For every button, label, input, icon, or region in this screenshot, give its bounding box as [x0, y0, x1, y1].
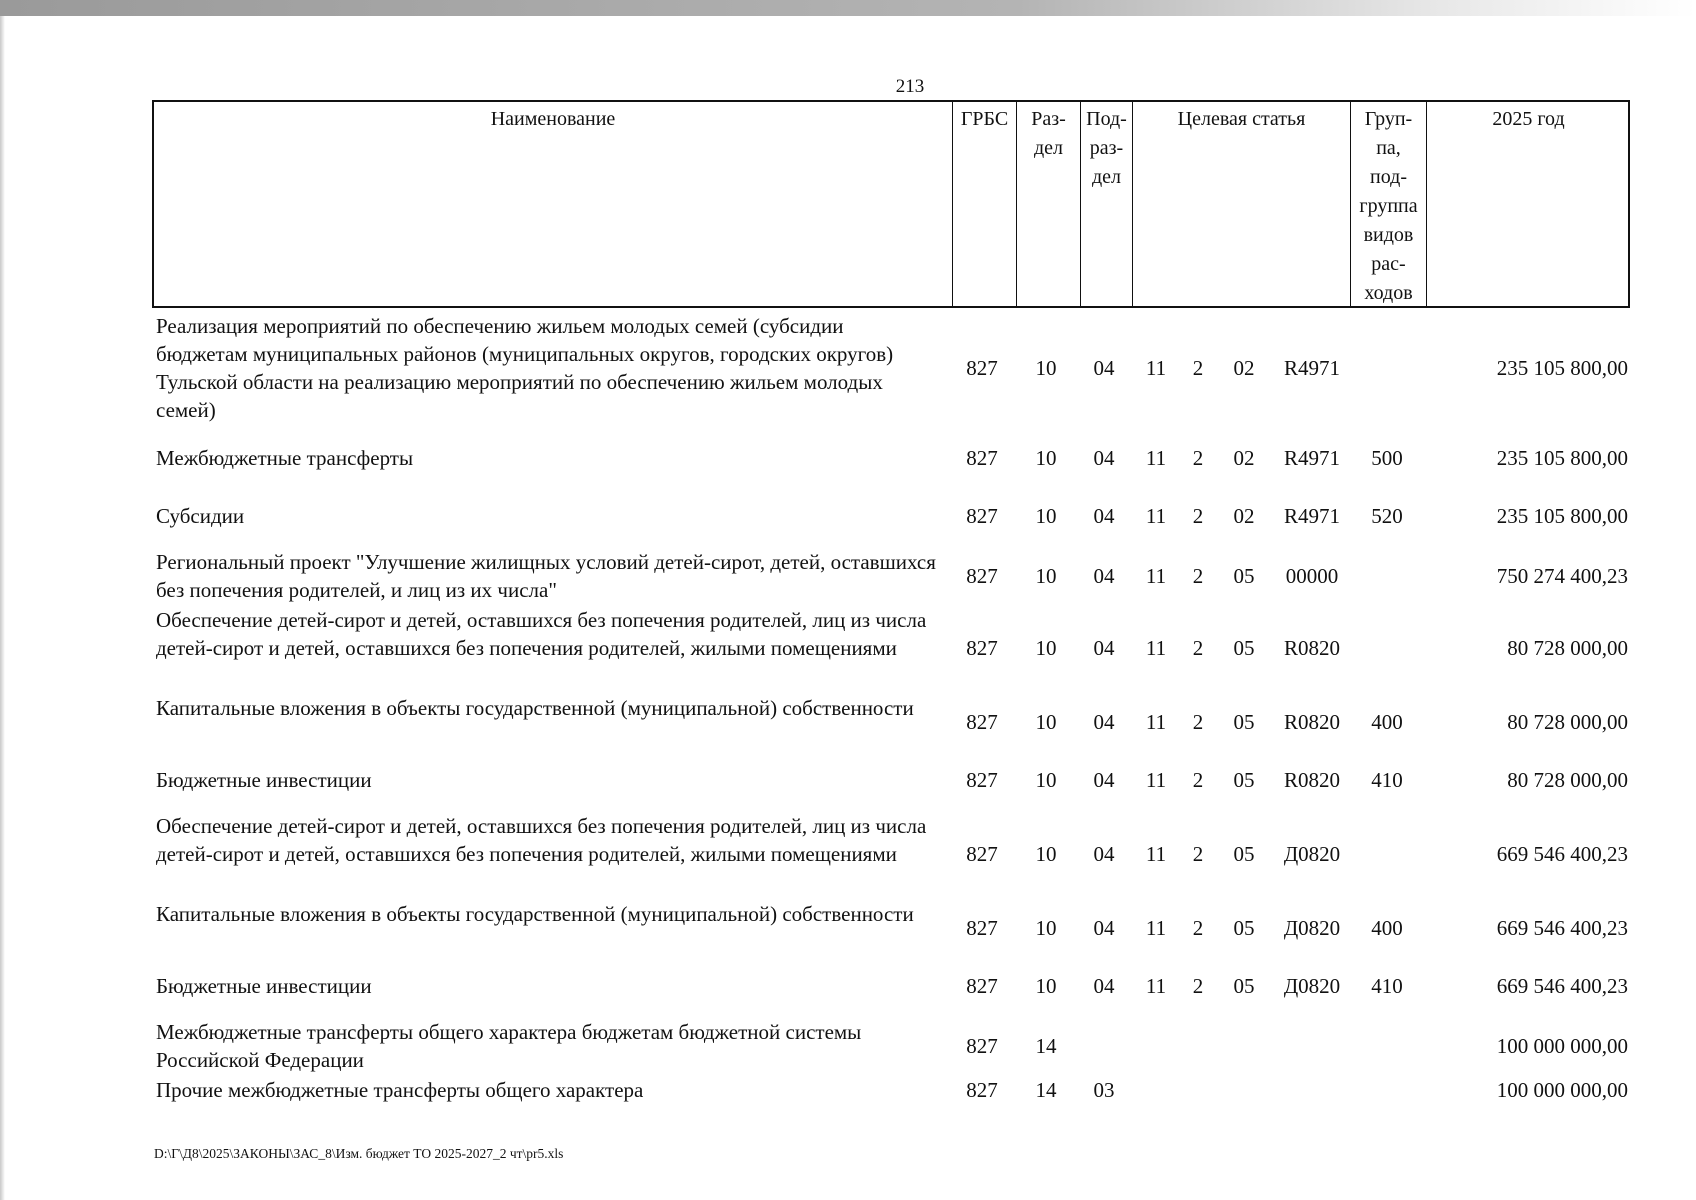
row-target-type: 2: [1192, 768, 1204, 792]
table-row: [152, 548, 1632, 604]
row-podrazdel: 04: [1093, 446, 1115, 470]
row-grbs: 827: [966, 1034, 998, 1058]
row-target-event: 05: [1233, 564, 1255, 588]
header-grbs: ГРБС: [952, 102, 1016, 306]
row-podrazdel: 04: [1093, 356, 1115, 380]
row-target-direction: R0820: [1283, 636, 1340, 660]
row-grbs: 827: [966, 356, 998, 380]
row-target-program: 11: [1145, 504, 1167, 528]
row-target-program: 11: [1145, 710, 1167, 734]
row-grbs: 827: [966, 768, 998, 792]
row-target-program: 11: [1145, 842, 1167, 866]
row-grbs: 827: [966, 504, 998, 528]
row-amount: 235 105 800,00: [1496, 504, 1628, 528]
header-razdel: Раз- дел: [1016, 102, 1080, 306]
row-name: Обеспечение детей-сирот и детей, оставшихся без попечения родителей, лиц из числа детей-сирот и детей, оставшихся без попечения родителей, жилыми помещениями: [156, 814, 927, 866]
row-razdel: 10: [1035, 504, 1057, 528]
table-row: [152, 900, 1632, 956]
row-amount: 100 000 000,00: [1496, 1078, 1628, 1102]
row-target-type: 2: [1192, 446, 1204, 470]
row-amount: 235 105 800,00: [1496, 356, 1628, 380]
row-podrazdel: 04: [1093, 842, 1115, 866]
row-razdel: 14: [1035, 1034, 1057, 1058]
file-path: D:\Г\Д8\2025\ЗАКОНЫ\ЗАС_8\Изм. бюджет ТО 2025-2027_2 чт\pr5.xls: [154, 1146, 564, 1161]
row-target-type: 2: [1192, 356, 1204, 380]
row-amount: 80 728 000,00: [1507, 768, 1628, 792]
row-podrazdel: 04: [1093, 768, 1115, 792]
table-row: [152, 606, 1632, 690]
table-row: [152, 972, 1632, 1000]
row-target-program: 11: [1145, 974, 1167, 998]
table-row: [152, 812, 1632, 896]
table-row: [152, 312, 1632, 424]
row-amount: 100 000 000,00: [1496, 1034, 1628, 1058]
row-razdel: 10: [1035, 974, 1057, 998]
row-podrazdel: 03: [1093, 1078, 1115, 1102]
row-target-type: 2: [1192, 842, 1204, 866]
row-target-program: 11: [1145, 636, 1167, 660]
row-amount: 669 546 400,23: [1496, 974, 1628, 998]
row-name: Капитальные вложения в объекты государственной (муниципальной) собственности: [156, 696, 914, 720]
row-target-event: 02: [1233, 356, 1255, 380]
row-target-event: 05: [1233, 636, 1255, 660]
row-target-direction: R0820: [1283, 768, 1340, 792]
row-target-event: 02: [1233, 446, 1255, 470]
row-target-type: 2: [1192, 504, 1204, 528]
row-target-event: 05: [1233, 974, 1255, 998]
row-razdel: 10: [1035, 768, 1057, 792]
row-target-direction: Д0820: [1283, 916, 1341, 940]
row-target-type: 2: [1192, 636, 1204, 660]
row-grbs: 827: [966, 710, 998, 734]
row-target-direction: Д0820: [1283, 842, 1341, 866]
row-name: Капитальные вложения в объекты государственной (муниципальной) собственности: [156, 902, 914, 926]
row-name: Межбюджетные трансферты общего характера бюджетам бюджетной системы Российской Федерации: [156, 1020, 862, 1072]
row-expense-group: 520: [1371, 504, 1403, 528]
row-grbs: 827: [966, 1078, 998, 1102]
header-name: Наименование: [490, 108, 616, 130]
row-target-event: 05: [1233, 916, 1255, 940]
table-row: [152, 1076, 1632, 1104]
row-name: Бюджетные инвестиции: [156, 768, 372, 792]
row-target-type: 2: [1192, 710, 1204, 734]
table-row: [152, 766, 1632, 794]
row-grbs: 827: [966, 636, 998, 660]
row-podrazdel: 04: [1093, 564, 1115, 588]
row-target-event: 02: [1233, 504, 1255, 528]
row-razdel: 10: [1035, 636, 1057, 660]
row-target-type: 2: [1192, 974, 1204, 998]
scan-edge-left: [0, 16, 5, 1200]
row-name: Межбюджетные трансферты: [156, 446, 414, 470]
row-expense-group: 410: [1371, 974, 1403, 998]
row-amount: 235 105 800,00: [1496, 446, 1628, 470]
row-razdel: 10: [1035, 356, 1057, 380]
row-target-program: 11: [1145, 916, 1167, 940]
row-grbs: 827: [966, 564, 998, 588]
row-name: Субсидии: [156, 504, 245, 528]
page-number: 213: [895, 76, 925, 97]
row-grbs: 827: [966, 974, 998, 998]
row-amount: 80 728 000,00: [1507, 710, 1628, 734]
table-row: [152, 1018, 1632, 1074]
row-razdel: 10: [1035, 446, 1057, 470]
row-podrazdel: 04: [1093, 916, 1115, 940]
row-name: Реализация мероприятий по обеспечению жильем молодых семей (субсидии бюджетам муниципальных районов (муниципальных округов, городских округов) Тульской области на реализацию мероприятий по обеспечению жильем молодых семей): [156, 314, 894, 422]
row-razdel: 10: [1035, 842, 1057, 866]
row-razdel: 10: [1035, 916, 1057, 940]
row-target-direction: R0820: [1283, 710, 1340, 734]
row-expense-group: 400: [1371, 710, 1403, 734]
row-razdel: 10: [1035, 564, 1057, 588]
scan-edge-top: [0, 0, 1696, 16]
row-expense-group: 500: [1371, 446, 1403, 470]
row-target-event: 05: [1233, 768, 1255, 792]
row-podrazdel: 04: [1093, 636, 1115, 660]
row-target-direction: R4971: [1283, 504, 1340, 528]
row-name: Бюджетные инвестиции: [156, 974, 372, 998]
header-group: Груп- па, под- группа видов рас- ходов: [1350, 102, 1426, 306]
row-target-direction: R4971: [1283, 446, 1340, 470]
row-target-program: 11: [1145, 564, 1167, 588]
row-expense-group: 410: [1371, 768, 1403, 792]
header-year: 2025 год: [1426, 102, 1630, 306]
row-grbs: 827: [966, 916, 998, 940]
table-row: [152, 694, 1632, 750]
row-expense-group: 400: [1371, 916, 1403, 940]
row-target-direction: 00000: [1285, 564, 1339, 588]
row-name: Прочие межбюджетные трансферты общего характера: [156, 1078, 644, 1102]
table-header: [152, 100, 1630, 308]
row-name: Обеспечение детей-сирот и детей, оставшихся без попечения родителей, лиц из числа детей-сирот и детей, оставшихся без попечения родителей, жилыми помещениями: [156, 608, 927, 660]
row-target-program: 11: [1145, 446, 1167, 470]
row-amount: 80 728 000,00: [1507, 636, 1628, 660]
row-name: Региональный проект "Улучшение жилищных условий детей-сирот, детей, оставшихся без попечения родителей, и лиц из их числа": [156, 550, 936, 602]
row-amount: 669 546 400,23: [1496, 916, 1628, 940]
row-target-event: 05: [1233, 710, 1255, 734]
table-row: [152, 444, 1632, 472]
row-target-direction: Д0820: [1283, 974, 1341, 998]
row-podrazdel: 04: [1093, 974, 1115, 998]
row-amount: 750 274 400,23: [1496, 564, 1628, 588]
row-podrazdel: 04: [1093, 710, 1115, 734]
row-podrazdel: 04: [1093, 504, 1115, 528]
row-amount: 669 546 400,23: [1496, 842, 1628, 866]
row-grbs: 827: [966, 446, 998, 470]
table-row: [152, 502, 1632, 530]
row-target-type: 2: [1192, 916, 1204, 940]
row-grbs: 827: [966, 842, 998, 866]
row-target-program: 11: [1145, 768, 1167, 792]
row-target-event: 05: [1233, 842, 1255, 866]
header-target: Целевая статья: [1132, 102, 1350, 306]
header-podrazdel: Под- раз- дел: [1080, 102, 1132, 306]
row-target-program: 11: [1145, 356, 1167, 380]
row-target-type: 2: [1192, 564, 1204, 588]
row-razdel: 10: [1035, 710, 1057, 734]
row-razdel: 14: [1035, 1078, 1057, 1102]
row-target-direction: R4971: [1283, 356, 1340, 380]
